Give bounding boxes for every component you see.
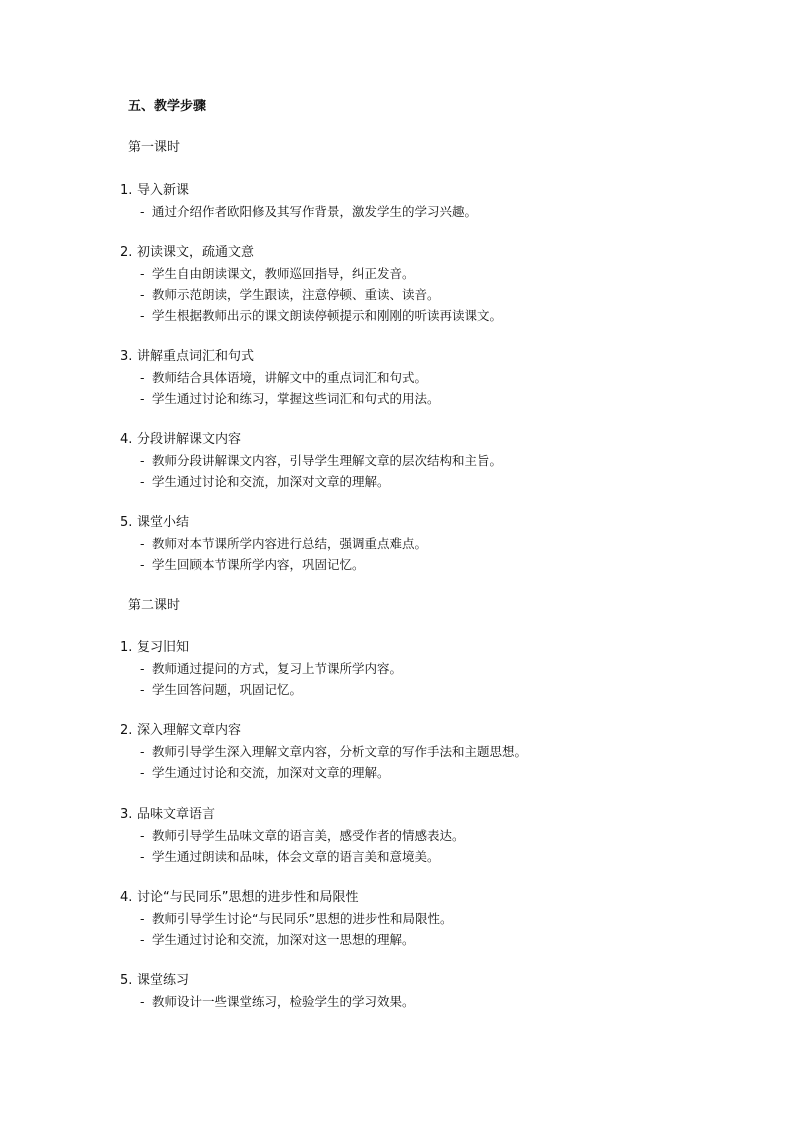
step-bullet: - 学生通过讨论和练习，掌握这些词汇和句式的用法。 xyxy=(140,391,440,406)
lesson2-step-3 xyxy=(120,804,680,867)
step-bullet: - 学生通过讨论和交流，加深对这一思想的理解。 xyxy=(140,932,415,947)
step-title: 课堂小结 xyxy=(137,515,190,530)
lesson-title-1: 第一课时 xyxy=(128,140,181,155)
step-heading xyxy=(120,242,680,263)
step-bullet: - 学生通过讨论和交流，加深对文章的理解。 xyxy=(140,474,390,489)
lesson-title-2: 第二课时 xyxy=(128,598,181,613)
step-bullet: - 教师结合具体语境，讲解文中的重点词汇和句式。 xyxy=(140,370,428,385)
lesson2-step-5 xyxy=(120,970,680,1012)
step-number: 2. xyxy=(120,245,133,260)
step-bullet: - 教师示范朗读，学生跟读，注意停顿、重读、读音。 xyxy=(140,287,440,302)
step-title: 课堂练习 xyxy=(137,973,190,988)
step-number: 1. xyxy=(120,640,133,655)
step-title: 导入新课 xyxy=(137,183,190,198)
step-bullet: - 教师引导学生品味文章的语言美，感受作者的情感表达。 xyxy=(140,828,465,843)
step-number: 3. xyxy=(120,349,133,364)
step-title: 初读课文，疏通文意 xyxy=(137,245,255,260)
step-heading xyxy=(120,970,680,991)
step-bullet: - 学生根据教师出示的课文朗读停顿提示和刚刚的听读再读课文。 xyxy=(140,308,503,323)
step-heading xyxy=(120,887,680,908)
step-bullet: - 学生自由朗读课文，教师巡回指导，纠正发音。 xyxy=(140,266,415,281)
step-bullet: - 教师引导学生讨论“与民同乐”思想的进步性和局限性。 xyxy=(140,911,453,926)
lesson2-step-1 xyxy=(120,637,680,700)
step-number: 5. xyxy=(120,515,133,530)
step-heading xyxy=(120,637,680,658)
step-bullet: - 教师通过提问的方式，复习上节课所学内容。 xyxy=(140,661,403,676)
step-bullet: - 学生回答问题，巩固记忆。 xyxy=(140,682,303,697)
step-number: 4. xyxy=(120,432,133,447)
step-number: 4. xyxy=(120,890,133,905)
lesson1-step-3 xyxy=(120,346,680,409)
lesson2-step-2 xyxy=(120,720,680,783)
step-number: 3. xyxy=(120,807,133,822)
step-title: 复习旧知 xyxy=(137,640,190,655)
lesson1-step-1 xyxy=(120,180,680,222)
step-heading xyxy=(120,180,680,201)
step-heading xyxy=(120,804,680,825)
step-number: 2. xyxy=(120,723,133,738)
step-title: 品味文章语言 xyxy=(137,807,216,822)
step-bullet: - 教师分段讲解课文内容，引导学生理解文章的层次结构和主旨。 xyxy=(140,453,503,468)
lesson2-step-4 xyxy=(120,887,680,950)
step-heading xyxy=(120,346,680,367)
step-title: 分段讲解课文内容 xyxy=(137,432,242,447)
step-title: 深入理解文章内容 xyxy=(137,723,242,738)
step-title: 讨论“与民同乐”思想的进步性和局限性 xyxy=(137,890,359,905)
step-heading xyxy=(120,720,680,741)
lesson1-step-2 xyxy=(120,242,680,326)
step-bullet: - 教师对本节课所学内容进行总结，强调重点难点。 xyxy=(140,536,428,551)
step-bullet: - 学生回顾本节课所学内容，巩固记忆。 xyxy=(140,557,365,572)
step-number: 5. xyxy=(120,973,133,988)
step-heading xyxy=(120,512,680,533)
step-heading xyxy=(120,429,680,450)
step-bullet: - 学生通过朗读和品味，体会文章的语言美和意境美。 xyxy=(140,849,440,864)
step-bullet: - 教师引导学生深入理解文章内容，分析文章的写作手法和主题思想。 xyxy=(140,744,528,759)
step-number: 1. xyxy=(120,183,133,198)
step-bullet: - 教师设计一些课堂练习，检验学生的学习效果。 xyxy=(140,994,415,1009)
lesson1-step-4 xyxy=(120,429,680,492)
step-title: 讲解重点词汇和句式 xyxy=(137,349,255,364)
step-bullet: - 学生通过讨论和交流，加深对文章的理解。 xyxy=(140,765,390,780)
lesson1-step-5 xyxy=(120,512,680,575)
step-bullet: - 通过介绍作者欧阳修及其写作背景，激发学生的学习兴趣。 xyxy=(140,204,478,219)
section-title: 五、教学步骤 xyxy=(128,99,207,114)
